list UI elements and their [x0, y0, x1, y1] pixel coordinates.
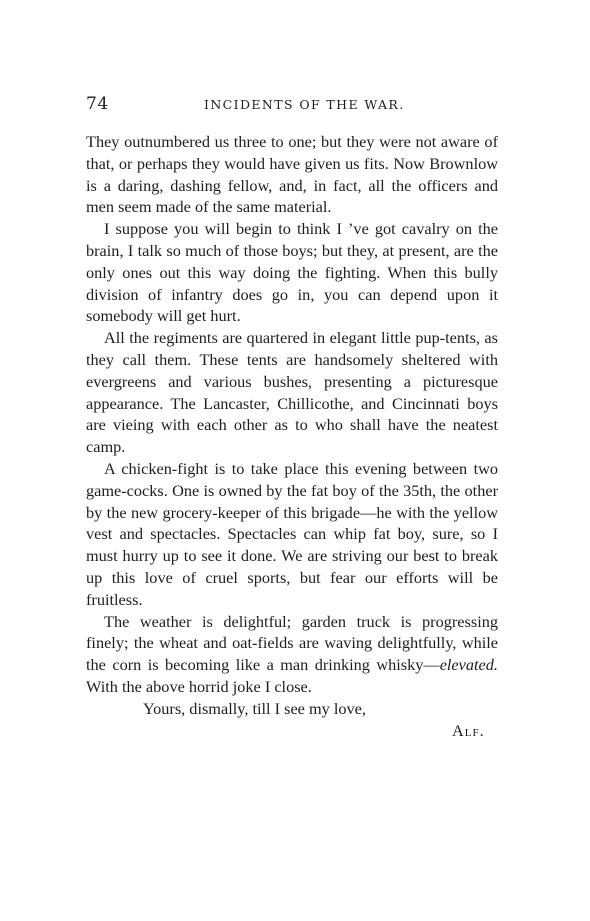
paragraph-5-tail: With the above horrid joke I close. — [86, 676, 312, 696]
page-number: 74 — [86, 94, 109, 114]
letter-closing: Yours, dismally, till I see my love, — [143, 698, 366, 718]
running-head: INCIDENTS OF THE WAR. — [204, 97, 405, 112]
paragraph-5 — [86, 611, 498, 698]
paragraph-2: I suppose you will begin to think I ’ve got cavalry on the brain, I talk so much of those boys; but they, at present, are the only ones out this way doing the fighting. When this bully division of infantry does go in, you can depend upon it somebody will get hurt. — [86, 219, 498, 326]
letter-body — [86, 131, 498, 741]
paragraph-1: They outnumbered us three to one; but they were not aware of that, or perhaps they would have given us fits. Now Brownlow is a daring, dashing fellow, and, in fact, all the officers and men seem made of the same material. — [86, 132, 498, 217]
paragraph-5-lead: The weather is delightful; garden truck is progressing finely; the wheat and oat-fields are waving delightfully, while the corn is becoming like a man drinking whisky— — [86, 611, 498, 675]
paragraph-3: All the regiments are quartered in elegant little pup-tents, as they call them. These tents are handsomely sheltered with evergreens and various bushes, presenting a picturesque appearance. The Lancaster, Chillicothe, and Cincinnati boys are vieing with each other as to who shall have the neatest camp. — [86, 328, 498, 457]
paragraph-4: A chicken-fight is to take place this evening between two game-cocks. One is owned by the fat boy of the 35th, the other by the new grocery-keeper of this brigade—he with the yellow vest and spectacles. Spectacles can whip fat boy, sure, so I must hurry up to see it done. We are striving our best to break up this love of cruel sports, but fear our efforts will be fruitless. — [86, 458, 498, 609]
paragraph-5-italic: elevated. — [439, 655, 498, 675]
letter-signature: Alf. — [452, 720, 485, 740]
page-header — [86, 94, 498, 116]
